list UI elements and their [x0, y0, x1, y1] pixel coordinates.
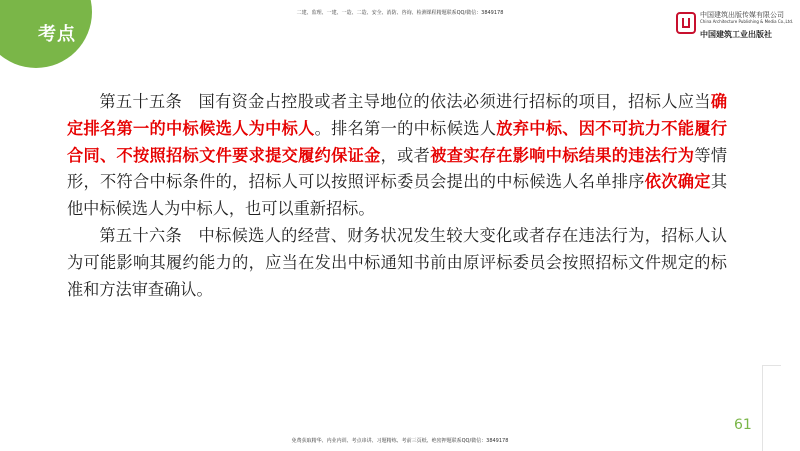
- article-55-highlight-3: 被查实存在影响中标结果的违法行为: [430, 145, 695, 165]
- publisher-logo: [676, 10, 794, 38]
- article-55-text-1: 第五十五条 国有资金占控股或者主导地位的依法必须进行招标的项目，招标人应当: [99, 92, 711, 111]
- publisher-emblem-icon: [676, 12, 696, 34]
- publisher-name-calligraphy: 中国建筑工业出版社: [700, 29, 772, 39]
- page-number: 61: [734, 417, 752, 433]
- article-55-highlight-2: 放弃中标、因不可抗力不能履行合同、不按照招标文件要求提交履约保证金: [67, 118, 728, 165]
- article-55-text-5: 其他中标候选人为中标人，也可以重新招标。: [67, 172, 728, 219]
- publisher-name-cn: 中国建筑出版传媒有限公司: [700, 11, 784, 19]
- article-body: [67, 89, 727, 303]
- article-55-text-4: 等情形，不符合中标条件的，招标人可以按照评标委员会提出的中标候选人名单排序: [67, 145, 728, 192]
- article-56: 第五十六条 中标候选人的经营、财务状况发生较大变化或者存在违法行为，招标人认为可能影响其履约能力的，应当在发出中标通知书前由原评标委员会按照招标文件规定的标准和方法审查确认。: [67, 225, 727, 299]
- article-55-text-2: 。排名第一的中标候选人: [314, 118, 497, 138]
- publisher-name-en: China Architecture Publishing & Media Co.,Ltd.: [700, 19, 794, 24]
- article-55-highlight-4: 依次确定: [644, 172, 711, 192]
- article-55-text-3: ，或者: [380, 145, 431, 165]
- article-55-highlight-1: 确定排名第一的中标候选人为中标人: [67, 92, 727, 138]
- header-note: 二建、监理、一建、一造、二造、安全、消防、咨询、检测课程精题联系QQ/微信：3849178: [296, 10, 504, 16]
- footer-note: 免费获取精华、内业内训、考点串讲、习题精练、考前三页纸、绝密押题联系QQ/微信：3849178: [291, 438, 509, 444]
- badge-label: 考点: [38, 24, 76, 45]
- article-55: [67, 89, 727, 223]
